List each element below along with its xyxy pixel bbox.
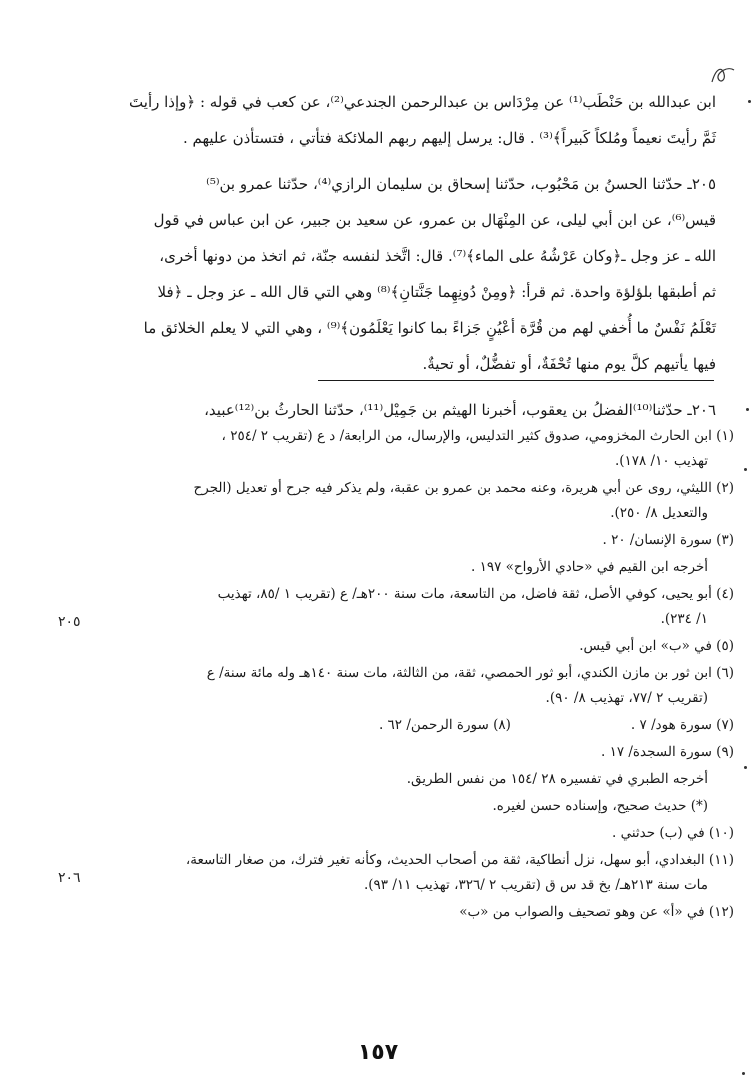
text-line: قيس⁽⁶⁾، عن ابن أبي ليلى، عن المِنْهَال بن عمرو، عن سعيد بن جبير، عن ابن عباس في قول [153, 211, 716, 229]
hadith-206-line: ٢٠٦ـ حدّثنا⁽¹⁰⁾الفضلُ بن يعقوب، أخبرنا الهيثم بن جَمِيْل⁽¹¹⁾، حدّثنا الحارثُ بن⁽¹²⁾عبيد، [204, 401, 716, 419]
footnote-10: (١٠) في (ب) حدثني . [612, 825, 734, 841]
margin-note-206: ٢٠٦ [58, 870, 81, 886]
footnote-4: (٤) أبو يحيى، كوفي الأصل، ثقة فاضل، من التاسعة، مات سنة ٢٠٠هـ/ ع (تقريب ١ /٨٥، تهذيب ١/ ٢٣٤). [217, 586, 734, 627]
footnote-6: (٦) ابن ثور بن مازن الكندي، أبو ثور الحمصي، ثقة، من الثالثة، مات سنة ١٤٠هـ وله مائة سنة/ ع (تقريب ٢ /٧٧، تهذيب ٨/ ٩٠). [206, 665, 734, 706]
footnote-9-grading: (*) حديث صحيح، وإسناده حسن لغيره. [492, 798, 708, 814]
footnote-9: (٩) سورة السجدة/ ١٧ . [600, 744, 734, 760]
footnote-8: (٨) سورة الرحمن/ ٦٢ . [378, 717, 511, 733]
scan-speck [744, 766, 747, 769]
margin-note-205: ٢٠٥ [58, 614, 81, 630]
scan-speck [746, 408, 749, 411]
scan-speck [744, 468, 747, 471]
footnote-2: (٢) الليثي، روى عن أبي هريرة، وعنه محمد بن عمرو بن عقبة، ولم يذكر فيه جرح أو تعديل (الجرح والتعديل ٨/ ٢٥٠). [193, 480, 734, 521]
footnote-1: (١) ابن الحارث المخزومي، صدوق كثير التدليس، والإرسال، من الرابعة/ د ع (تقريب ٢ /٢٥٤ ، تهذيب ١٠/ ١٧٨). [221, 428, 734, 469]
text-line: ثم أطبقها بلؤلؤة واحدة. ثم قرأ: ﴿ومِنْ دُونِهِما جَنَّتانِ﴾⁽⁸⁾ وهي التي قال الله ـ عز وجل ـ ﴿فلا [157, 283, 716, 301]
scan-speck [742, 1072, 745, 1075]
footnote-12: (١٢) في «أ» عن وهو تصحيف والصواب من «ب» [459, 904, 734, 920]
text-line: ابن عبدالله بن حَنْطَب⁽¹⁾ عن مِرْدَاس بن عبدالرحمن الجندعي⁽²⁾، عن كعب في قوله : ﴿وإذا رأيتَ [129, 93, 716, 111]
page-number: ١٥٧ [357, 1040, 399, 1065]
footnotes [44, 424, 734, 927]
footnote-9-source: أخرجه الطبري في تفسيره ٢٨ /١٥٤ من نفس الطريق. [406, 771, 708, 787]
main-text [61, 84, 716, 428]
footnote-7-8 [44, 713, 734, 738]
footnote-7: (٧) سورة هود/ ٧ . [630, 717, 734, 733]
text-line: الله ـ عز وجل ـ﴿وكان عَرْشُهُ على الماء﴾⁽⁷⁾. قال: اتَّخذ لنفسه جنّة، ثم اتخذ من دونها أخرى، [159, 247, 716, 265]
text-line: ثَمَّ رأيتَ نعيماً ومُلكاً كَبيراً﴾⁽³⁾ . قال: يرسل إليهم ربهم الملائكة فتأتي ، فتستأذن عليهم . [182, 129, 716, 147]
text-line: تَعْلَمُ نَفْسٌ ما أُخفي لهم من قُرَّة أعْيُنٍ جَزاءً بما كانوا يَعْلَمُون﴾⁽⁹⁾ ، وهي التي لا يعلم الخلائق ما [143, 319, 716, 337]
footnote-divider [318, 380, 714, 381]
footnote-3: (٣) سورة الإنسان/ ٢٠ . [602, 532, 734, 548]
text-line: فيها يأتيهم كلَّ يوم منها تُحْفَةٌ، أو تفضُّلٌ، أو تحيةٌ. [422, 355, 716, 373]
footnote-11: (١١) البغدادي، أبو سهل، نزل أنطاكية، ثقة من أصحاب الحديث، وكأنه تغير فترك، من صغار التاسعة، مات سنة ٢١٣هـ/ بخ قد س ق (تقريب ٢ /٣٢٦، تهذيب ١١/ ٩٣). [185, 852, 734, 893]
scan-speck [748, 100, 751, 103]
footnote-3-source: أخرجه ابن القيم في «حادي الأرواح» ١٩٧ . [471, 559, 708, 575]
footnote-5: (٥) في «ب» ابن أبي قيس. [579, 638, 734, 654]
hadith-205-line: ٢٠٥ـ حدّثنا الحسنُ بن مَحْبُوب، حدّثنا إسحاق بن سليمان الرازي⁽⁴⁾، حدّثنا عمرو بن⁽⁵⁾ [206, 175, 716, 193]
